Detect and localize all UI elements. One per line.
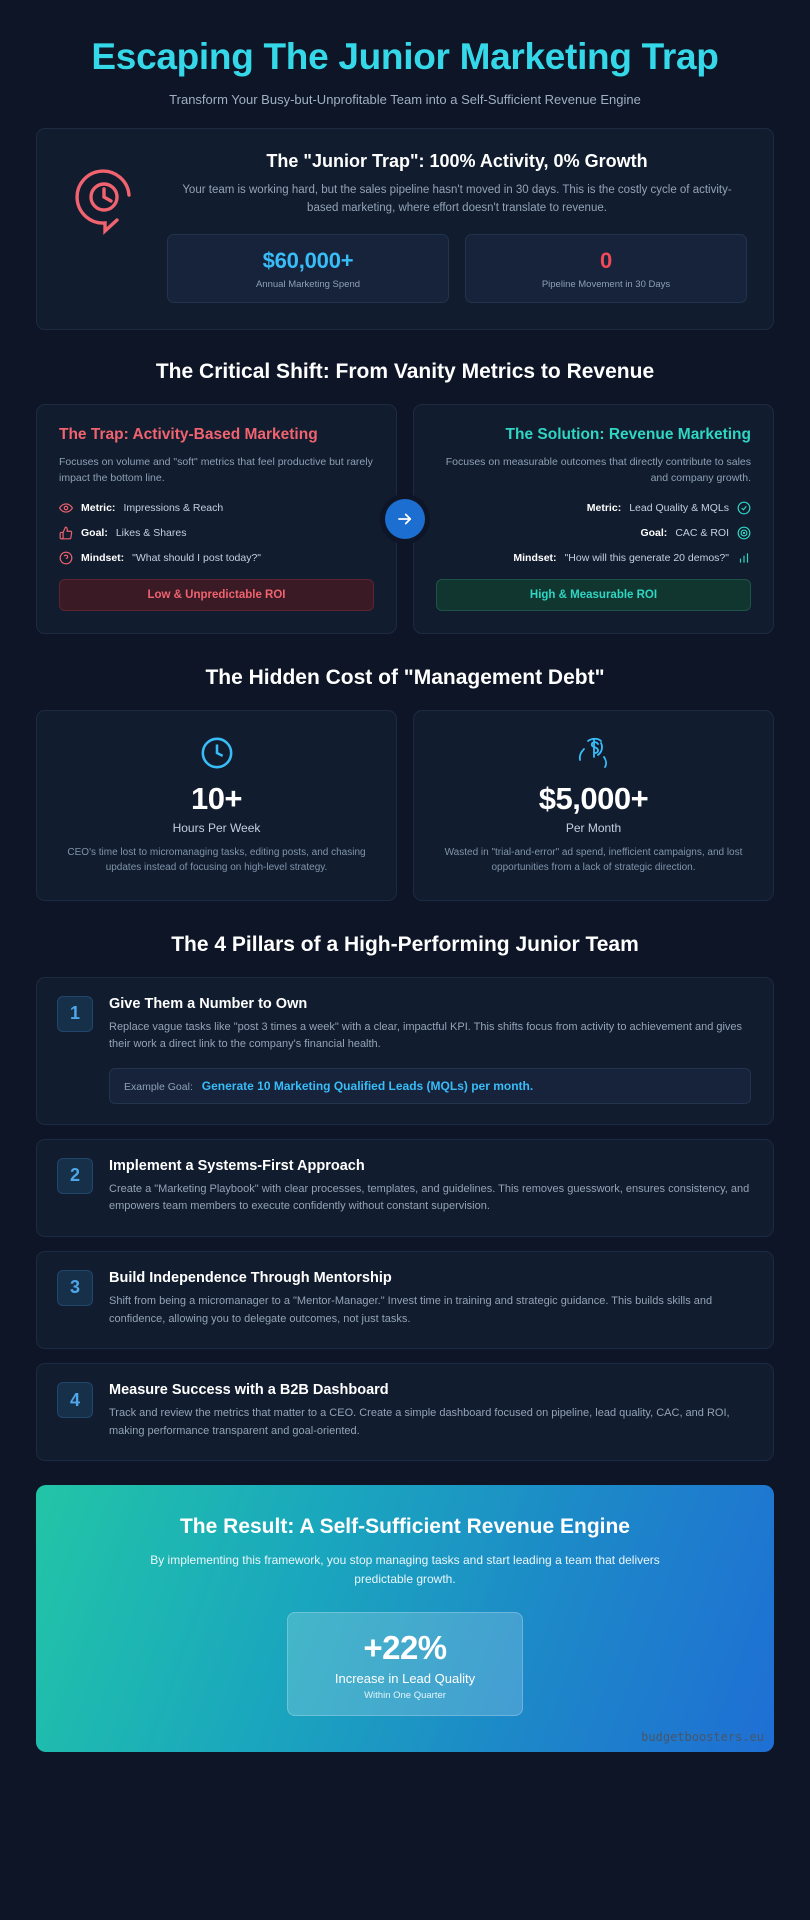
question-icon — [59, 551, 73, 565]
comparison-point — [59, 551, 374, 565]
pillar-number: 2 — [57, 1158, 93, 1194]
cost-section-title: The Hidden Cost of "Management Debt" — [205, 665, 605, 689]
roi-badge-trap: Low & Unpredictable ROI — [59, 579, 374, 611]
result-metric-card — [287, 1612, 523, 1716]
check-circle-icon — [737, 501, 751, 515]
pillar-number: 4 — [57, 1382, 93, 1418]
pillar-title: Measure Success with a B2B Dashboard — [109, 1382, 389, 1399]
stat-card — [167, 234, 449, 303]
comparison-point-value: CAC & ROI — [675, 526, 729, 539]
example-goal-value: Generate 10 Marketing Qualified Leads (MQLs) per month. — [201, 1078, 534, 1093]
cost-card — [36, 710, 397, 901]
arrow-right-icon — [385, 499, 425, 539]
pillar-description: Track and review the metrics that matter to a CEO. Create a simple dashboard focused on pipeline, lead quality, CAC, and ROI, making performance transparent and goal-oriented. — [109, 1407, 730, 1437]
comparison-point-label: Goal: — [640, 526, 668, 539]
comparison-point-value: "How will this generate 20 demos?" — [564, 551, 729, 564]
junior-trap-body — [167, 151, 747, 303]
stat-card — [465, 234, 747, 303]
comparison-solution-title: The Solution: Revenue Marketing — [505, 425, 751, 443]
junior-trap-title: The "Junior Trap": 100% Activity, 0% Growth — [266, 151, 648, 172]
comparison-point — [59, 526, 374, 540]
junior-trap-stats — [167, 234, 747, 303]
roi-badge-solution: High & Measurable ROI — [436, 579, 751, 611]
hero-section — [36, 28, 774, 128]
comparison-card-solution — [413, 404, 774, 634]
bar-chart-icon — [737, 551, 751, 565]
pillar-item — [36, 1363, 774, 1461]
pillar-item — [36, 1251, 774, 1349]
result-label: Increase in Lead Quality — [334, 1670, 476, 1686]
pillar-description: Replace vague tasks like "post 3 times a week" with a clear, impactful KPI. This shifts focus from activity to achievement and gives their work a direct link to the company's financial health. — [109, 1020, 743, 1051]
cost-card — [413, 710, 774, 901]
pillar-title: Implement a Systems-First Approach — [109, 1157, 365, 1174]
comparison-trap-title: The Trap: Activity-Based Marketing — [59, 425, 318, 443]
comparison-point-label: Mindset: — [81, 551, 125, 564]
stat-label: Pipeline Movement in 30 Days — [541, 278, 671, 290]
comparison-card-trap — [36, 404, 397, 634]
result-description: By implementing this framework, you stop managing tasks and start leading a team that delivers predictable growth. — [150, 1553, 660, 1587]
pillar-number: 3 — [57, 1270, 93, 1306]
pillar-title: Build Independence Through Mentorship — [109, 1269, 392, 1286]
cost-description: Wasted in "trial-and-error" ad spend, inefficient campaigns, and lost opportunities from a lack of strategic direction. — [444, 846, 743, 874]
comparison-section — [36, 404, 774, 634]
comparison-solution-subtitle: Focuses on measurable outcomes that directly contribute to sales and company growth. — [445, 456, 751, 484]
comparison-point — [436, 551, 751, 565]
comparison-point — [436, 526, 751, 540]
pillar-item — [36, 1139, 774, 1237]
comparison-point-label: Mindset: — [513, 551, 557, 564]
cost-unit: Hours Per Week — [172, 820, 261, 835]
result-banner — [36, 1485, 774, 1751]
pillar-description: Create a "Marketing Playbook" with clear processes, templates, and guidelines. This removes guesswork, ensures consistency, and empowers team members to execute confidently without constant supervision. — [109, 1182, 750, 1213]
comparison-trap-subtitle: Focuses on volume and "soft" metrics that feel productive but rarely impact the bottom line. — [59, 456, 373, 484]
comparison-point-value: Lead Quality & MQLs — [629, 501, 729, 514]
stat-value: 0 — [599, 247, 613, 273]
result-value: +22% — [363, 1628, 447, 1666]
example-goal-label: Example Goal: — [124, 1080, 193, 1093]
pillar-description: Shift from being a micromanager to a "Mentor-Manager." Invest time in training and strategic guidance. This builds skills and confidence, allowing you to delegate outcomes, not just tasks. — [109, 1294, 713, 1325]
clock-icon — [59, 733, 374, 773]
page-title: Escaping The Junior Marketing Trap — [91, 36, 719, 77]
cost-value: 10+ — [190, 780, 243, 816]
watermark: budgetboosters.eu — [641, 1729, 764, 1744]
comparison-point-label: Metric: — [586, 501, 622, 514]
money-drain-icon — [436, 733, 751, 773]
pillar-example-goal — [109, 1068, 751, 1104]
pillar-item — [36, 977, 774, 1125]
comparison-point-label: Metric: — [81, 501, 116, 514]
junior-trap-description: Your team is working hard, but the sales pipeline hasn't moved in 30 days. This is the costly cycle of activity-based marketing, where effort doesn't translate to revenue. — [182, 184, 732, 215]
result-title: The Result: A Self-Sufficient Revenue Engine — [179, 1515, 630, 1539]
comparison-point-value: Impressions & Reach — [123, 501, 224, 514]
target-icon — [737, 526, 751, 540]
pillar-number: 1 — [57, 996, 93, 1032]
comparison-point-value: "What should I post today?" — [132, 551, 262, 564]
comparison-point-value: Likes & Shares — [115, 526, 187, 539]
comparison-point — [59, 501, 374, 515]
cost-cards — [36, 710, 774, 901]
cost-unit: Per Month — [565, 820, 622, 835]
pillar-title: Give Them a Number to Own — [109, 995, 308, 1012]
thumbs-up-icon — [59, 526, 73, 540]
shift-section-title: The Critical Shift: From Vanity Metrics to Revenue — [155, 359, 655, 383]
stat-value: $60,000+ — [262, 247, 354, 273]
stat-label: Annual Marketing Spend — [255, 278, 361, 290]
result-sublabel: Within One Quarter — [364, 1689, 446, 1701]
page-subtitle: Transform Your Busy-but-Unprofitable Team into a Self-Sufficient Revenue Engine — [169, 92, 641, 108]
clock-alert-icon — [63, 151, 149, 235]
junior-trap-panel — [36, 128, 774, 330]
pillars-section-title: The 4 Pillars of a High-Performing Junior Team — [171, 932, 639, 956]
comparison-point — [436, 501, 751, 515]
cost-value: $5,000+ — [538, 780, 649, 816]
cost-description: CEO's time lost to micromanaging tasks, editing posts, and chasing updates instead of focusing on high-level strategy. — [67, 846, 366, 874]
eye-icon — [59, 501, 73, 515]
comparison-point-label: Goal: — [81, 526, 108, 539]
